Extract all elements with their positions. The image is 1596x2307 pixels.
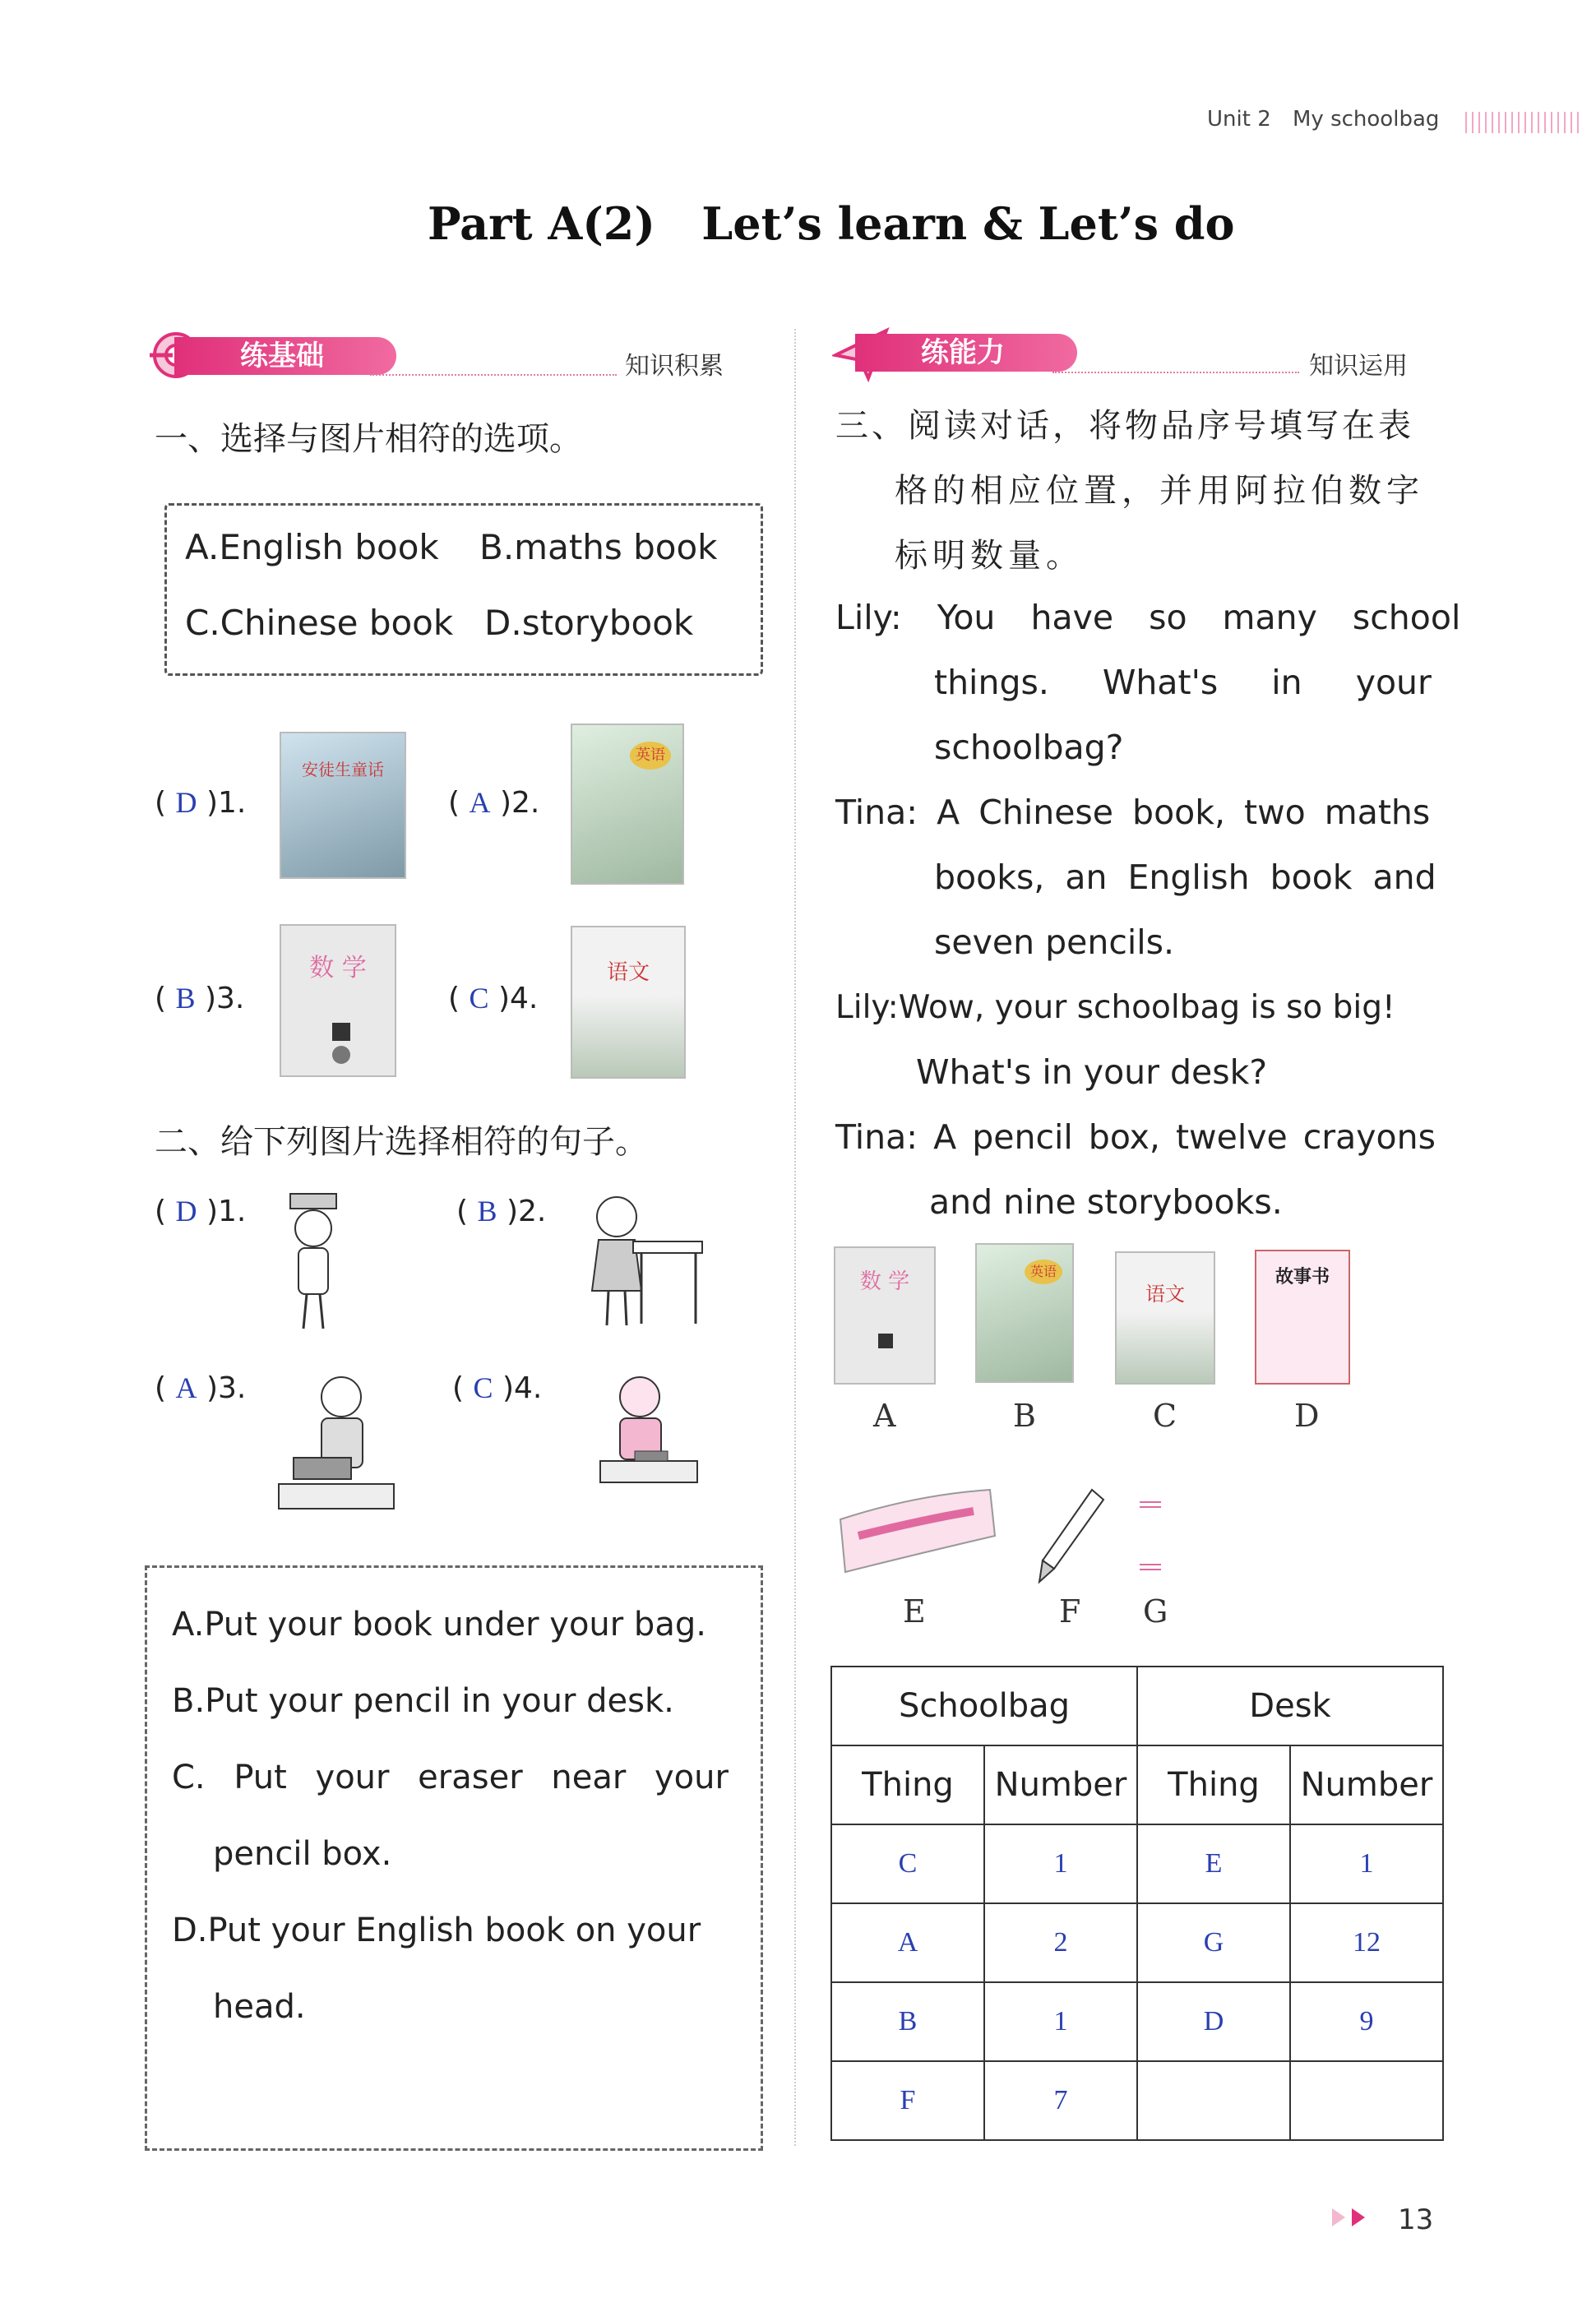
book-title: 故事书 [1274,1267,1330,1288]
next-arrows-icon [1330,2205,1372,2230]
option-b: B.maths book [479,527,718,567]
section-tag-ability: 知识运用 [1309,352,1408,381]
sentence-d-cont: head. [213,1988,306,2026]
girl-book-on-head-image [275,1192,349,1332]
q3-title-line-3: 标明数量。 [895,537,1084,575]
item-image-d-storybook [1255,1250,1350,1385]
item-number: )4. [497,982,539,1015]
answer: D [175,1195,197,1227]
col-number: Number [984,1745,1137,1824]
q2-title: 二、给下列图片选择相符的句子。 [155,1123,648,1161]
table-row [831,1982,1443,2061]
book-image-maths [280,924,396,1077]
divider [370,374,617,376]
item-number: )2. [506,1195,547,1228]
table-cell: B [831,1982,984,2061]
table-cell: G [1137,1903,1290,1982]
sentence-a: A.Put your book under your bag. [172,1606,706,1644]
sentence-c-cont: pencil box. [213,1835,392,1873]
dialog-line-5: books, an English book and [934,858,1436,897]
divider [1052,372,1299,373]
table-cell: 7 [984,2061,1137,2140]
table-cell: 9 [1290,1982,1443,2061]
item-image-b-english [975,1243,1074,1383]
column-divider [794,329,796,2146]
dialog-line-6: seven pencils. [934,922,1175,962]
q2-item-2: ( B )2. [456,1195,547,1228]
item-letter-e: E [903,1593,926,1630]
item-number: )4. [502,1371,543,1405]
option-a: A.English book [185,527,439,567]
book-title: 语文 [606,960,650,985]
option-d: D.storybook [484,603,694,643]
dialog-line-4: Tina: A Chinese book, two maths [835,793,1431,832]
header-schoolbag: Schoolbag [831,1667,1137,1745]
q1-item-2: ( A )2. [448,786,540,820]
options-box [164,503,763,676]
book-image-english [571,724,684,885]
header-stripes [1465,112,1582,133]
dialog-line-9: Tina: A pencil box, twelve crayons [835,1117,1436,1157]
table-cell: C [831,1824,984,1903]
answer: D [175,786,197,819]
girl-at-desk-image [576,1192,707,1328]
table-row [831,1903,1443,1982]
table-row [831,2061,1443,2140]
item-number: )3. [206,1371,247,1405]
book-title: 安徒生童话 [302,760,384,779]
table-cell [1137,2061,1290,2140]
sentence-b: B.Put your pencil in your desk. [172,1682,674,1720]
page-title: Part A(2) Let’s learn & Let’s do [428,197,1235,250]
item-letter-b: B [1013,1398,1036,1434]
q2-item-1: ( D )1. [155,1195,247,1228]
dialog-line-3: schoolbag? [934,728,1124,767]
table-header-row [831,1667,1443,1745]
col-number: Number [1290,1745,1443,1824]
book-title: 英语 [630,742,671,770]
table-cell: 12 [1290,1903,1443,1982]
q1-item-4: ( C )4. [448,982,539,1015]
q3-title-line-1: 三、阅读对话，将物品序号填写在表 [835,407,1414,445]
q3-title-line-2: 格的相应位置，并用阿拉伯数字 [895,472,1424,510]
dialog-line-10: and nine storybooks. [929,1182,1283,1222]
item-number: )1. [206,1195,247,1228]
item-image-c-chinese [1115,1251,1215,1385]
dialog-line-8: What's in your desk? [916,1052,1268,1092]
table-cell: 1 [1290,1824,1443,1903]
answer: C [469,982,489,1015]
item-letter-g: G [1143,1593,1168,1630]
pencil-image [1033,1486,1107,1585]
table-cell: 1 [984,1824,1137,1903]
book-image-chinese [571,926,686,1079]
book-title: 数 学 [309,954,367,982]
dialog-line-7: Lily:Wow, your schoolbag is so big! [835,989,1395,1026]
answer: B [175,982,196,1015]
header-desk: Desk [1137,1667,1443,1745]
q2-item-4: ( C )4. [452,1371,543,1405]
answer: C [473,1371,493,1404]
book-title: 语文 [1145,1283,1185,1306]
q1-item-3: ( B )3. [155,982,245,1015]
table-cell: 1 [984,1982,1137,2061]
answer-table [830,1666,1444,2141]
crayons-image [1140,1498,1161,1572]
col-thing: Thing [831,1745,984,1824]
table-cell: 2 [984,1903,1137,1982]
table-subheader-row [831,1745,1443,1824]
pencil-box-image [834,1486,998,1577]
table-cell: A [831,1903,984,1982]
answer: A [469,786,491,819]
section-label-basic: 练基础 [174,337,396,375]
page-number: 13 [1398,2203,1434,2236]
item-letter-d: D [1294,1398,1320,1434]
dialog-line-2: things. What's in your [934,663,1432,702]
item-number: )3. [204,982,245,1015]
girl-under-bag-image [275,1369,399,1513]
item-number: )1. [206,786,247,820]
sentence-c: C. Put your eraser near your [172,1759,729,1796]
item-image-a-maths [834,1246,936,1385]
answer: A [175,1371,197,1404]
book-title: 数 学 [859,1269,910,1294]
book-image-andersen [280,732,406,879]
sentences-box [145,1565,763,2151]
book-title: 英语 [1025,1260,1062,1284]
item-letter-c: C [1153,1398,1177,1434]
table-cell: E [1137,1824,1290,1903]
dialog-line-1: Lily: You have so many school [835,598,1461,637]
section-label-ability: 练能力 [855,334,1077,372]
col-thing: Thing [1137,1745,1290,1824]
table-cell: F [831,2061,984,2140]
section-tag-basic: 知识积累 [625,352,724,381]
item-letter-a: A [873,1398,896,1434]
option-c: C.Chinese book [185,603,454,643]
q1-title: 一、选择与图片相符的选项。 [155,420,582,458]
item-letter-f: F [1059,1593,1081,1630]
unit-label: Unit 2 [1207,107,1271,132]
sentence-d: D.Put your English book on your [172,1912,701,1949]
q2-item-3: ( A )3. [155,1371,247,1405]
table-cell [1290,2061,1443,2140]
unit-subtitle: My schoolbag [1293,107,1440,132]
table-cell: D [1137,1982,1290,2061]
table-row [831,1824,1443,1903]
answer: B [477,1195,497,1227]
girl-eraser-image [594,1369,701,1496]
q1-item-1: ( D )1. [155,786,247,820]
item-number: )2. [499,786,540,820]
